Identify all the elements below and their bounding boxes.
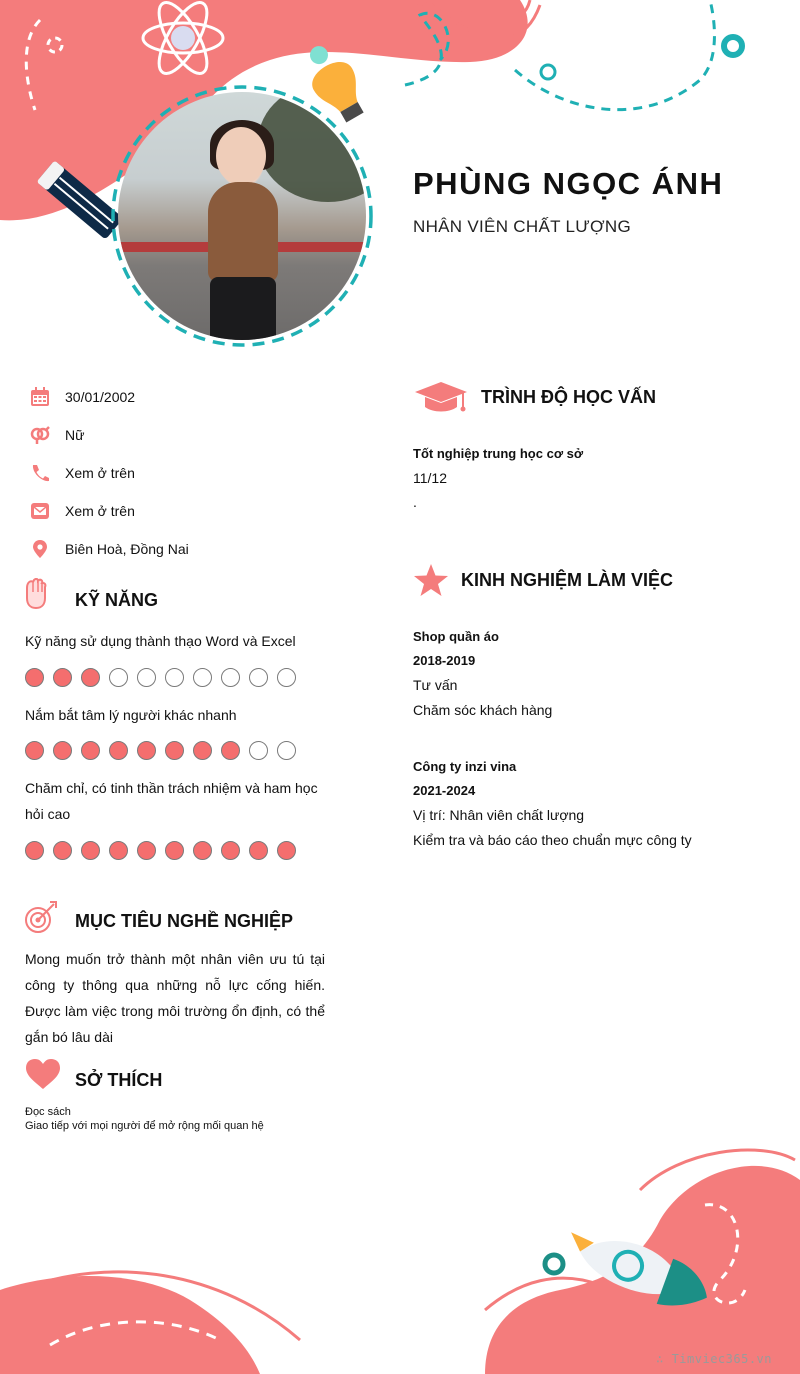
rating-dot-filled	[221, 741, 240, 760]
rating-dot-filled	[109, 741, 128, 760]
phone-icon	[30, 463, 50, 483]
rating-dot-filled	[53, 668, 72, 687]
job-detail: Tư vấn	[413, 677, 458, 693]
rating-dot-empty	[277, 668, 296, 687]
contact-address	[30, 538, 189, 560]
hobby-item: Giao tiếp với mọi người để mở rộng mối quan hệ	[25, 1120, 264, 1132]
candidate-name: PHÙNG NGỌC ÁNH	[413, 166, 724, 201]
job-time: 2021-2024	[413, 783, 476, 798]
avatar-frame	[108, 82, 376, 350]
experience-job-1	[413, 625, 552, 723]
skill-1-rating	[25, 668, 296, 687]
education-title: TRÌNH ĐỘ HỌC VẤN	[481, 387, 656, 407]
rating-dot-empty	[137, 668, 156, 687]
rating-dot-empty	[221, 668, 240, 687]
heart-icon	[25, 1058, 61, 1090]
phone-text: Xem ở trên	[65, 465, 135, 481]
rating-dot-filled	[165, 841, 184, 860]
job-company: Shop quần áo	[413, 629, 499, 644]
job-detail: Chăm sóc khách hàng	[413, 702, 553, 718]
watermark: ∴ Timviec365.vn	[656, 1352, 772, 1366]
gender-icon	[30, 425, 50, 445]
objective-title: MỤC TIÊU NGHỀ NGHIỆP	[75, 911, 294, 931]
birthdate-text: 30/01/2002	[65, 389, 136, 405]
experience-job-2	[413, 755, 692, 853]
location-icon	[30, 539, 50, 559]
rating-dot-filled	[25, 668, 44, 687]
education-block	[413, 442, 583, 514]
rating-dot-empty	[249, 741, 268, 760]
job-company: Công ty inzi vina	[413, 759, 517, 774]
rating-dot-filled	[109, 841, 128, 860]
contact-phone	[30, 462, 135, 484]
skill-2-rating	[25, 741, 296, 760]
teal-ring-icon	[724, 37, 742, 55]
skill-2-label: Nắm bắt tâm lý người khác nhanh	[25, 707, 237, 723]
contact-birthdate	[30, 386, 135, 408]
avatar-dashed-ring	[108, 82, 376, 350]
job-detail: Kiểm tra và báo cáo theo chuẩn mực công ty	[413, 832, 692, 848]
candidate-position: NHÂN VIÊN CHẤT LƯỢNG	[413, 217, 632, 236]
hobby-item: Đọc sách	[25, 1106, 71, 1118]
job-detail: Vị trí: Nhân viên chất lượng	[413, 807, 585, 823]
skill-3-rating	[25, 841, 296, 860]
rating-dot-empty	[165, 668, 184, 687]
rating-dot-filled	[81, 741, 100, 760]
skill-3-label: Chăm chỉ, có tinh thần trách nhiệm và ham học hỏi cao	[25, 780, 318, 822]
contact-email	[30, 500, 135, 522]
rating-dot-empty	[109, 668, 128, 687]
skills-title: KỸ NĂNG	[75, 590, 159, 610]
graduation-cap-icon	[413, 380, 469, 414]
email-icon	[30, 501, 50, 521]
gender-text: Nữ	[65, 427, 85, 443]
rating-dot-empty	[277, 741, 296, 760]
email-text: Xem ở trên	[65, 503, 135, 519]
rating-dot-filled	[277, 841, 296, 860]
rating-dot-empty	[249, 668, 268, 687]
teal-ring-small-icon	[545, 1255, 563, 1273]
rating-dot-filled	[193, 841, 212, 860]
rating-dot-filled	[249, 841, 268, 860]
education-time: 11/12	[413, 470, 447, 486]
rating-dot-filled	[81, 841, 100, 860]
education-school: Tốt nghiệp trung học cơ sở	[413, 446, 584, 461]
rating-dot-filled	[25, 741, 44, 760]
rating-dot-filled	[81, 668, 100, 687]
education-note: .	[413, 494, 417, 510]
experience-title: KINH NGHIỆM LÀM VIỆC	[461, 570, 674, 590]
skill-1-label: Kỹ năng sử dụng thành thạo Word và Excel	[25, 633, 296, 649]
job-time: 2018-2019	[413, 653, 476, 668]
contact-gender	[30, 424, 84, 446]
rating-dot-filled	[137, 841, 156, 860]
hobbies-title: SỞ THÍCH	[75, 1070, 163, 1090]
rating-dot-filled	[53, 841, 72, 860]
address-text: Biên Hoà, Đồng Nai	[65, 541, 189, 557]
objective-text: Mong muốn trở thành một nhân viên ưu tú tại công ty thông qua những nỗ lực cống hiến. Được làm việc trong môi trường ổn định, có thể gắn bó lâu dài	[25, 951, 325, 1045]
rating-dot-empty	[193, 668, 212, 687]
rating-dot-filled	[137, 741, 156, 760]
rating-dot-filled	[193, 741, 212, 760]
rating-dot-filled	[165, 741, 184, 760]
rating-dot-filled	[53, 741, 72, 760]
star-icon	[413, 563, 449, 597]
calendar-icon	[30, 387, 50, 407]
target-icon	[24, 900, 58, 934]
rating-dot-filled	[25, 841, 44, 860]
rating-dot-filled	[221, 841, 240, 860]
raised-fist-icon	[24, 578, 48, 610]
